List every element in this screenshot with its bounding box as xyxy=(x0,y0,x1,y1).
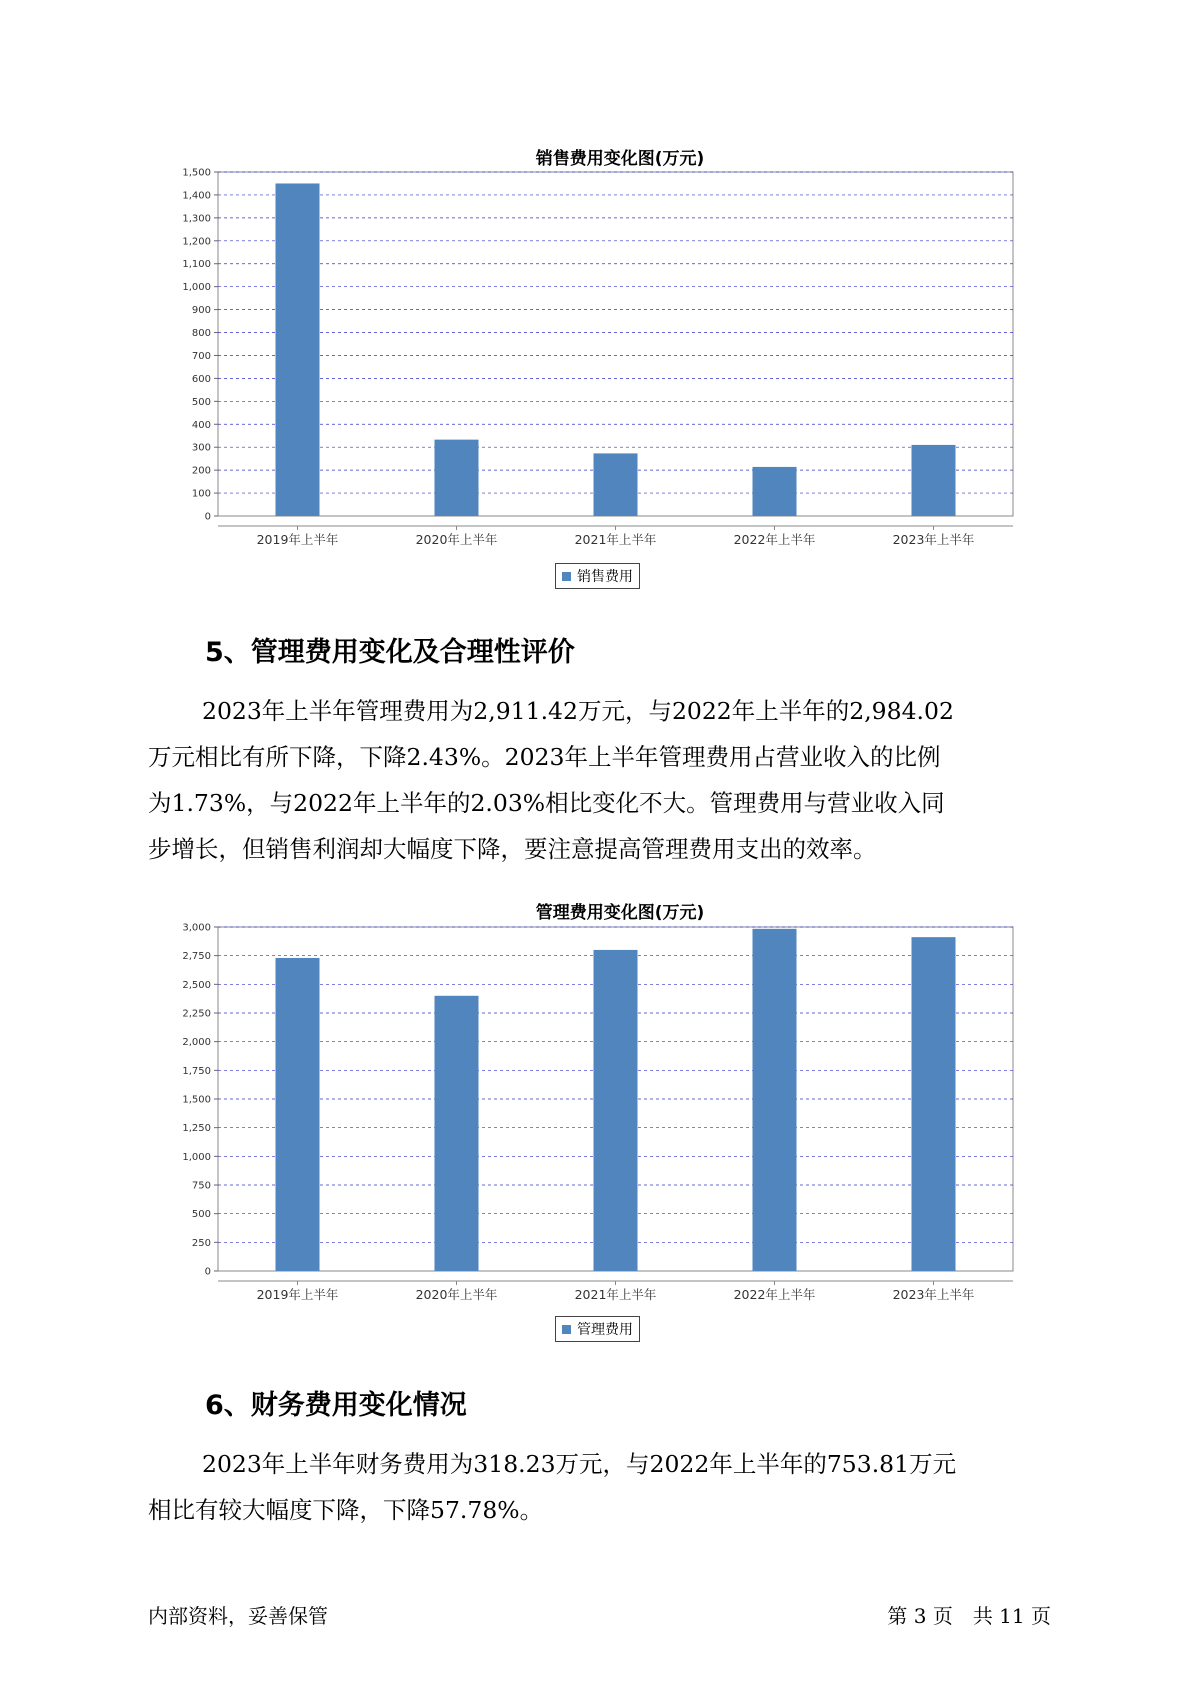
x-tick-label: 2023年上半年 xyxy=(892,532,975,547)
bar xyxy=(912,445,956,516)
y-tick-label: 900 xyxy=(191,305,211,317)
paragraph-line: 2023年上半年财务费用为318.23万元，与2022年上半年的753.81万元 xyxy=(202,1450,957,1478)
x-tick-label: 2019年上半年 xyxy=(256,1287,339,1302)
paragraph-line: 步增长，但销售利润却大幅度下降，要注意提高管理费用支出的效率。 xyxy=(148,835,877,863)
paragraph-line: 相比有较大幅度下降，下降57.78%。 xyxy=(148,1496,544,1524)
legend-swatch xyxy=(562,572,571,581)
y-tick-label: 750 xyxy=(191,1180,211,1192)
y-tick-label: 1,200 xyxy=(182,236,211,248)
x-tick-label: 2021年上半年 xyxy=(574,1287,657,1302)
y-tick-label: 700 xyxy=(191,350,211,362)
y-tick-label: 2,500 xyxy=(182,979,211,991)
y-tick-label: 1,750 xyxy=(182,1065,211,1077)
x-tick-label: 2020年上半年 xyxy=(415,532,498,547)
y-tick-label: 0 xyxy=(204,1266,211,1278)
legend-swatch xyxy=(562,1325,571,1334)
footer-confidential: 内部资料，妥善保管 xyxy=(148,1604,328,1628)
section-paragraph-6 xyxy=(148,1441,1058,1533)
admin-expense-chart xyxy=(160,915,1020,1315)
bar xyxy=(594,950,638,1271)
x-tick-label: 2022年上半年 xyxy=(733,1287,816,1302)
y-tick-label: 1,300 xyxy=(182,213,211,225)
y-tick-label: 600 xyxy=(191,373,211,385)
bar xyxy=(594,453,638,516)
x-tick-label: 2022年上半年 xyxy=(733,532,816,547)
chart-legend-sales xyxy=(555,563,640,589)
y-tick-label: 500 xyxy=(191,1209,211,1221)
y-tick-label: 1,100 xyxy=(182,259,211,271)
chart-title-sales: 销售费用变化图(万元) xyxy=(535,149,705,169)
y-tick-label: 1,400 xyxy=(182,190,211,202)
y-tick-label: 100 xyxy=(191,488,211,500)
x-tick-label: 2023年上半年 xyxy=(892,1287,975,1302)
paragraph-line: 2023年上半年管理费用为2,911.42万元，与2022年上半年的2,984.02 xyxy=(202,697,954,725)
y-tick-label: 3,000 xyxy=(182,922,211,934)
y-tick-label: 1,000 xyxy=(182,282,211,294)
legend-label: 销售费用 xyxy=(577,569,633,585)
y-tick-label: 2,250 xyxy=(182,1008,211,1020)
bar xyxy=(912,937,956,1271)
y-tick-label: 200 xyxy=(191,465,211,477)
y-tick-label: 2,000 xyxy=(182,1037,211,1049)
x-tick-label: 2021年上半年 xyxy=(574,532,657,547)
paragraph-line: 为1.73%，与2022年上半年的2.03%相比变化不大。管理费用与营业收入同 xyxy=(148,789,945,817)
bar xyxy=(276,183,320,516)
y-tick-label: 1,000 xyxy=(182,1151,211,1163)
bar xyxy=(435,996,479,1271)
y-tick-label: 1,500 xyxy=(182,1094,211,1106)
x-tick-label: 2019年上半年 xyxy=(256,532,339,547)
y-tick-label: 800 xyxy=(191,328,211,340)
bar xyxy=(276,958,320,1271)
chart-title-admin: 管理费用变化图(万元) xyxy=(535,903,705,923)
bar xyxy=(753,929,797,1271)
paragraph-line: 万元相比有所下降，下降2.43%。2023年上半年管理费用占营业收入的比例 xyxy=(148,743,941,771)
bar xyxy=(753,467,797,516)
footer-page-number: 第 3 页 共 11 页 xyxy=(887,1604,1051,1628)
sales-expense-chart xyxy=(160,160,1020,560)
y-tick-label: 500 xyxy=(191,396,211,408)
y-tick-label: 1,250 xyxy=(182,1123,211,1135)
y-tick-label: 0 xyxy=(204,511,211,523)
section-paragraph-5 xyxy=(148,688,1058,872)
x-tick-label: 2020年上半年 xyxy=(415,1287,498,1302)
section-heading-6: 6、财务费用变化情况 xyxy=(205,1390,467,1421)
chart-legend-admin xyxy=(555,1316,640,1342)
bar xyxy=(435,440,479,516)
y-tick-label: 300 xyxy=(191,442,211,454)
y-tick-label: 1,500 xyxy=(182,167,211,179)
y-tick-label: 2,750 xyxy=(182,951,211,963)
legend-label: 管理费用 xyxy=(577,1322,633,1338)
y-tick-label: 250 xyxy=(191,1237,211,1249)
y-tick-label: 400 xyxy=(191,419,211,431)
section-heading-5: 5、管理费用变化及合理性评价 xyxy=(205,637,575,668)
